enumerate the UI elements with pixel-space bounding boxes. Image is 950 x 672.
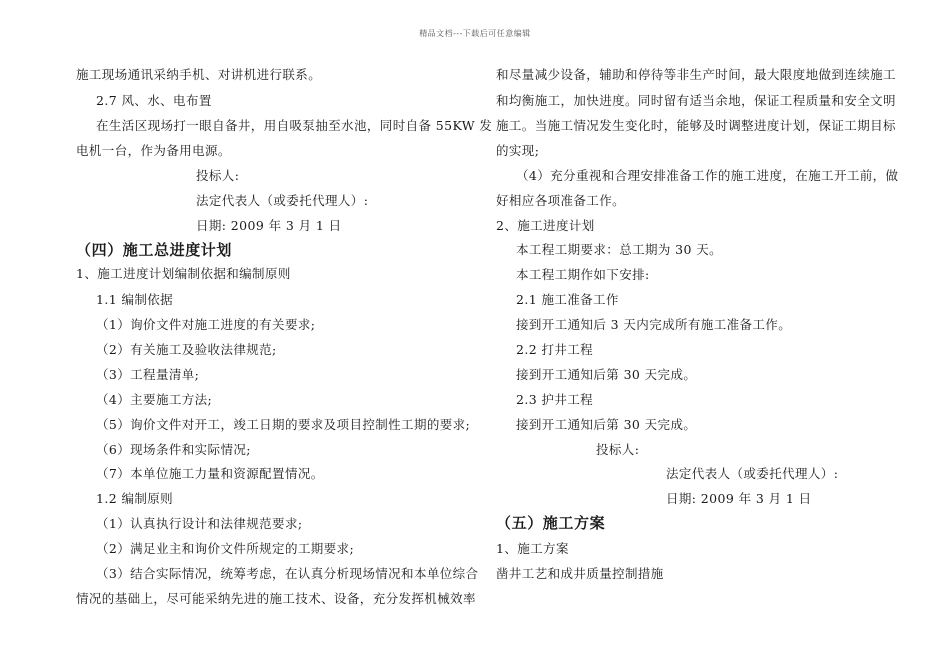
paragraph-line: 凿井工艺和成井质量控制措施	[496, 566, 664, 581]
subsection-title: 1.1 编制依据	[96, 292, 174, 307]
list-item: （1）询价文件对施工进度的有关要求;	[96, 317, 316, 332]
list-item: （3）结合实际情况，统筹考虑，在认真分析现场情况和本单位综合	[96, 566, 479, 581]
signature-bidder: 投标人:	[196, 168, 240, 183]
section-title: 2、施工进度计划	[496, 218, 595, 233]
section-title: 1、施工方案	[496, 541, 569, 556]
paragraph-line: 本工程工期要求：总工期为 30 天。	[516, 242, 723, 257]
signature-date: 日期: 2009 年 3 月 1 日	[196, 218, 342, 233]
list-item: （4）充分重视和合理安排准备工作的施工进度，在施工开工前，做	[516, 168, 899, 183]
list-item: （3）工程量清单;	[96, 367, 200, 382]
paragraph-line: 和尽量减少设备，辅助和停待等非生产时间，最大限度地做到连续施工	[496, 67, 896, 82]
subsection-title: 2.2 打井工程	[516, 342, 594, 357]
paragraph-line: 施工。当施工情况发生变化时，能够及时调整进度计划，保证工期目标	[496, 118, 896, 133]
list-item: （4）主要施工方法;	[96, 392, 213, 407]
section-title: 1、施工进度计划编制依据和编制原则	[76, 266, 291, 281]
subsection-title: 2.3 护井工程	[516, 392, 594, 407]
subsection-title: 2.1 施工准备工作	[516, 292, 619, 307]
subsection-title: 1.2 编制原则	[96, 491, 174, 506]
chapter-heading: （五）施工方案	[496, 514, 606, 532]
paragraph-line: 在生活区现场打一眼自备井，用自吸泵抽至水池，同时自备 55KW 发	[96, 118, 493, 133]
list-item: （2）满足业主和询价文件所规定的工期要求;	[96, 541, 355, 556]
list-item: （6）现场条件和实际情况;	[96, 442, 251, 457]
section-title: 2.7 风、水、电布置	[96, 93, 212, 108]
list-item: （2）有关施工及验收法律规范;	[96, 342, 277, 357]
list-item: （5）询价文件对开工，竣工日期的要求及项目控制性工期的要求;	[96, 417, 471, 432]
paragraph-line: 施工现场通讯采纳手机、对讲机进行联系。	[76, 67, 322, 82]
paragraph-line: 好相应各项准备工作。	[496, 193, 626, 208]
paragraph-line: 接到开工通知后 3 天内完成所有施工准备工作。	[516, 317, 792, 332]
paragraph-line: 本工程工期作如下安排:	[516, 267, 650, 282]
paragraph-line: 接到开工通知后第 30 天完成。	[516, 417, 697, 432]
paragraph-line: 情况的基础上，尽可能采纳先进的施工技术、设备，充分发挥机械效率	[76, 591, 476, 606]
list-item: （1）认真执行设计和法律规范要求;	[96, 516, 303, 531]
paragraph-line: 和均衡施工，加快进度。同时留有适当余地，保证工程质量和安全文明	[496, 93, 896, 108]
signature-representative: 法定代表人（或委托代理人）:	[666, 466, 839, 481]
paragraph-line: 的实现;	[496, 143, 540, 158]
list-item: （7）本单位施工力量和资源配置情况。	[96, 466, 324, 481]
signature-date: 日期: 2009 年 3 月 1 日	[666, 491, 812, 506]
paragraph-line: 接到开工通知后第 30 天完成。	[516, 367, 697, 382]
paragraph-line: 电机一台，作为备用电源。	[76, 143, 231, 158]
chapter-heading: （四）施工总进度计划	[76, 241, 233, 259]
signature-representative: 法定代表人（或委托代理人）:	[196, 193, 369, 208]
page-header-watermark: 精品文档---下载后可任意编辑	[419, 29, 531, 38]
signature-bidder: 投标人:	[596, 442, 640, 457]
